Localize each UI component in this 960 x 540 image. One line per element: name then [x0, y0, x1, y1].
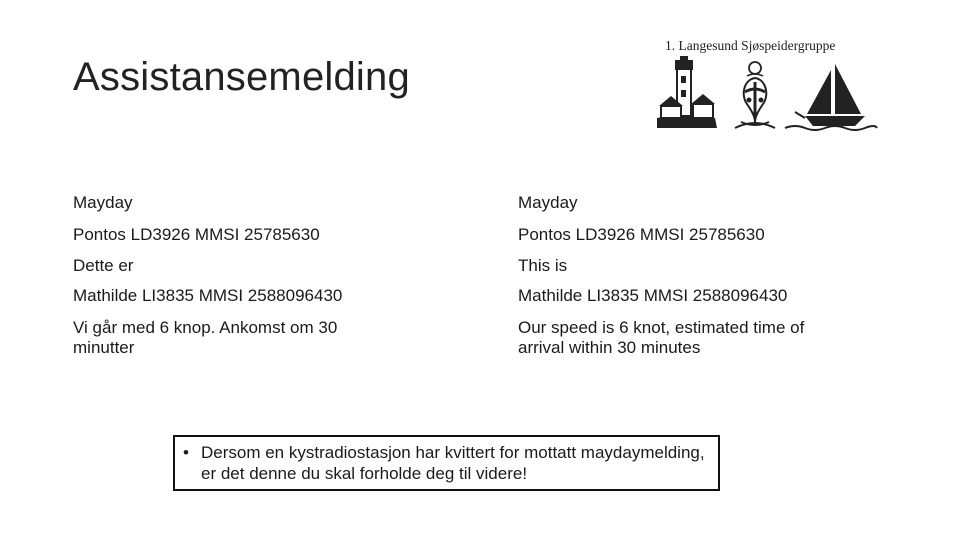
right-line-speed-eta: Our speed is 6 knot, estimated time of arrival within 30 minutes — [518, 318, 805, 357]
english-message-column — [518, 193, 818, 360]
scout-lighthouse-boat-logo-icon — [655, 56, 880, 132]
left-line-vessel-in-distress: Pontos LD3926 MMSI 25785630 — [73, 225, 320, 244]
notice-box — [173, 435, 720, 491]
left-line-assisting-vessel: Mathilde LI3835 MMSI 2588096430 — [73, 286, 343, 305]
norwegian-message-column — [73, 193, 373, 360]
logo-caption: 1. Langesund Sjøspeidergruppe — [665, 38, 836, 53]
right-line-vessel-in-distress: Pontos LD3926 MMSI 25785630 — [518, 225, 765, 244]
left-line-speed-eta: Vi går med 6 knop. Ankomst om 30 minutter — [73, 318, 338, 357]
slide-title: Assistansemelding — [73, 55, 410, 99]
right-line-this-is: This is — [518, 256, 568, 275]
left-line-mayday: Mayday — [73, 193, 133, 212]
right-line-assisting-vessel: Mathilde LI3835 MMSI 2588096430 — [518, 286, 788, 305]
right-line-mayday: Mayday — [518, 193, 578, 212]
bullet-icon: • — [183, 443, 189, 462]
notice-text: Dersom en kystradiostasjon har kvittert for mottatt maydaymelding, er det denne du skal forholde deg til videre! — [201, 443, 705, 483]
organization-logo — [655, 38, 880, 133]
left-line-this-is: Dette er — [73, 256, 134, 275]
